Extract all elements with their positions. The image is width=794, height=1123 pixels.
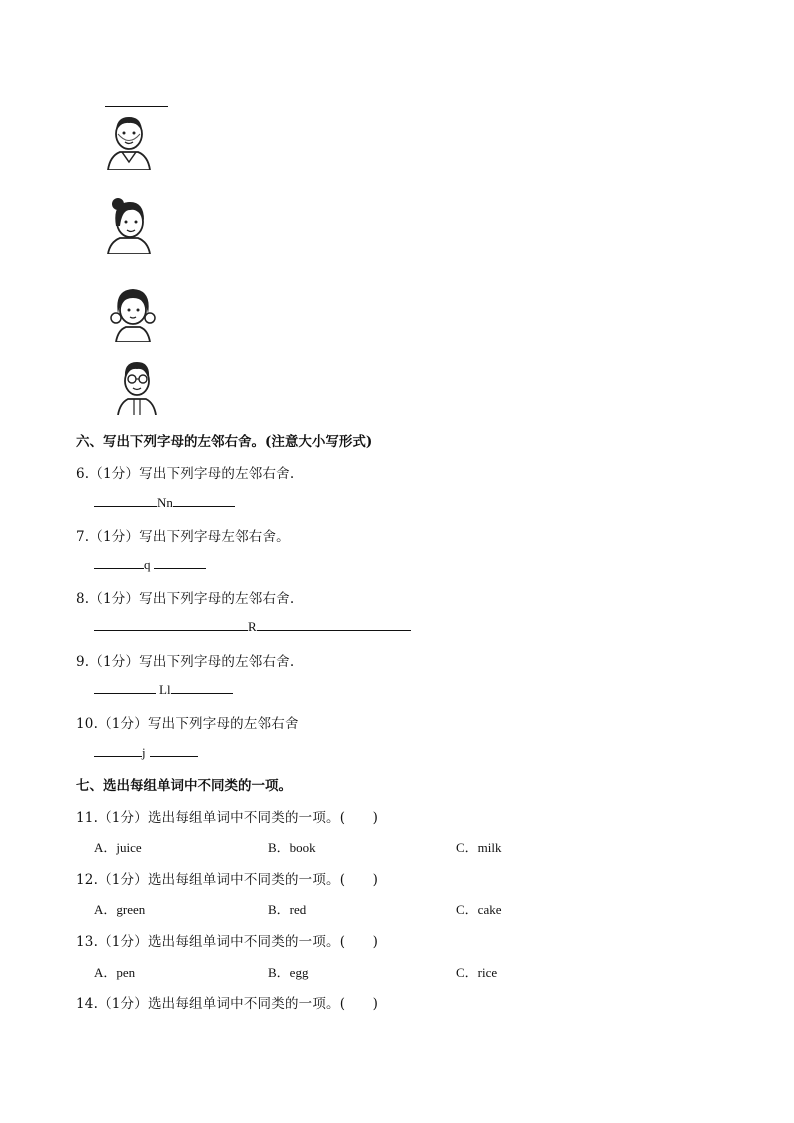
question-12-option-a[interactable]: A．green: [94, 902, 146, 917]
question-7-answer-line[interactable]: [94, 556, 206, 573]
question-13-option-a[interactable]: A．pen: [94, 965, 136, 980]
question-9-stem: 9.（1分）写出下列字母的左邻右舍.: [76, 654, 295, 670]
section-7-title: 七、选出每组单词中不同类的一项。: [76, 778, 292, 794]
question-11-stem: 11.（1分）选出每组单词中不同类的一项。( ): [76, 810, 379, 826]
portrait-girl-image: [108, 284, 158, 342]
question-12-option-b[interactable]: B．red: [268, 902, 307, 917]
question-10-letter: j: [142, 745, 146, 760]
answer-blank-top: [105, 106, 168, 107]
question-7-stem: 7.（1分）写出下列字母左邻右舍。: [76, 529, 290, 545]
question-7-letter: q: [144, 557, 151, 572]
question-12-stem: 12.（1分）选出每组单词中不同类的一项。( ): [76, 872, 379, 888]
question-6-answer-line[interactable]: [94, 494, 235, 511]
portrait-boy-glasses-image: [112, 357, 162, 415]
question-9-answer-line[interactable]: [94, 681, 233, 698]
question-8-stem: 8.（1分）写出下列字母的左邻右舍.: [76, 591, 295, 607]
section-6-title: 六、写出下列字母的左邻右舍。(注意大小写形式): [76, 434, 373, 450]
question-11-option-a[interactable]: A．juice: [94, 840, 142, 855]
question-9-letter: Ll: [159, 682, 171, 697]
question-8-answer-line[interactable]: [94, 618, 411, 635]
question-14-stem: 14.（1分）选出每组单词中不同类的一项。( ): [76, 996, 379, 1012]
question-11-option-c[interactable]: C．milk: [456, 840, 502, 855]
question-8-letter: R: [248, 619, 257, 634]
question-6-letter: Nn: [157, 495, 173, 510]
question-11-option-b[interactable]: B．book: [268, 840, 316, 855]
question-10-answer-line[interactable]: [94, 744, 198, 761]
portrait-grandpa-image: [104, 112, 154, 170]
question-13-option-c[interactable]: C．rice: [456, 965, 498, 980]
question-6-stem: 6.（1分）写出下列字母的左邻右舍.: [76, 466, 295, 482]
question-13-stem: 13.（1分）选出每组单词中不同类的一项。( ): [76, 934, 379, 950]
portrait-mother-image: [104, 196, 154, 254]
question-10-stem: 10.（1分）写出下列字母的左邻右舍: [76, 716, 299, 732]
question-13-option-b[interactable]: B．egg: [268, 965, 309, 980]
question-12-option-c[interactable]: C．cake: [456, 902, 502, 917]
